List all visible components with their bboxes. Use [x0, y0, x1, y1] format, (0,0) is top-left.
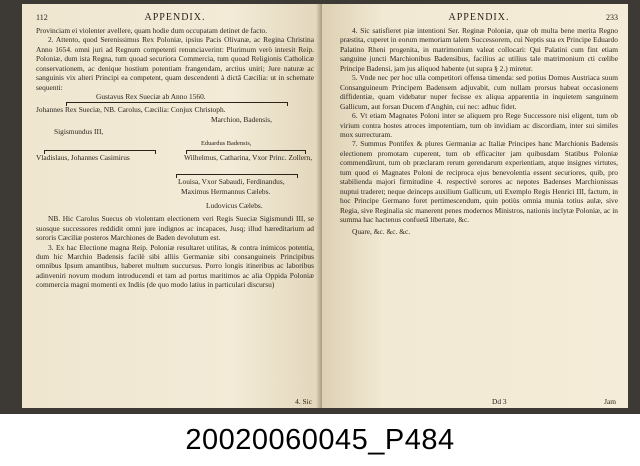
right-page-number: 233: [606, 13, 618, 22]
tree-gustavus: Gustavus Rex Sueciæ ab Anno 1560.: [96, 92, 206, 102]
right-closing: Quare, &c. &c. &c.: [352, 226, 411, 236]
right-page-header: [340, 12, 618, 26]
left-page-number: 112: [36, 13, 48, 22]
left-page: [22, 4, 322, 408]
tree-ludovicus: Ludovicus Cælebs.: [206, 201, 263, 211]
right-running-head: APPENDIX.: [448, 12, 510, 23]
left-running-head: APPENDIX.: [144, 12, 206, 23]
left-paragraph-1: Provinciam ei violenter avellere, quam hodie dum occupatam detinet de facto.: [36, 26, 268, 35]
tree-eduardus: Eduardus Badensis,: [201, 140, 252, 148]
image-caption: 20020060045_P484: [185, 424, 455, 456]
right-paragraph-2: 5. Vnde nec per hoc ulla competitori offensa timenda: sed potius Domus Austriaca suum Consanguineum Principem Badensem adjuvabit, cum nullam prorsus habeat occasionem diffidentiæ, quam videbatur nuper fecisse ex aliqua apparentia in inquietem sanguinem Gallicum, aut forsan Ducem d'Anghin, cui nec: adhuc fidet.: [340, 73, 618, 111]
tree-row3-left: Vladislaus, Johannes Casimirus: [36, 153, 130, 163]
tree-row3-right: Wilhelmus, Catharina, Vxor Princ. Zollern,: [184, 153, 313, 163]
genealogy-schema: [36, 92, 314, 252]
right-catchword: Jam: [604, 397, 616, 406]
left-paragraph-3: NB. Hic Carolus Suecus ob violentam electionem veri Regis Sueciæ Sigismundi III, se suosque successores reddidit omni jure indignos ac incapaces, Jusq; illud hæreditarium ad sororis Cæciliæ posteros Marchiones de Baden devolutum est.: [36, 214, 314, 243]
tree-sigismund: Sigismundus III,: [54, 127, 104, 137]
right-paragraph-4: 7. Summus Pontifex & plures Germaniæ ac Italiæ Principes hanc Marchionis Badensis electionem promotam cuperent, tum ob efficaciter jam quibusdam Statibus Poloniæ commendârunt, tum ob præclaram rerum gerendarum experientiam, atque insignes virtutes, tum quod ei Magnates Poloni de reciproca ejus benevolentia essent securiores, quib, pro stabilienda majori firmitudine 4. respectivè sorores ac nepotes Badenses Marchionissas nuptui traderet; neque deinceps auxilium Gallicum, uti Exemplo Regis Henrici III, factum, in hoc Principe Germano foret pertimescendum, quin potiùs omnia munia totius aulæ, sive Regia, sive Reginalia sic manerent penes modernos Ministros, nationis inclytæ Poloniæ, ac in summa hac hactenus confuetâ libertate, &c.: [340, 139, 618, 225]
tree-row1-right: Marchion, Badensis,: [211, 115, 272, 125]
left-page-header: [36, 12, 314, 26]
right-paragraph-1: 4. Sic satisfieret piæ intentioni Ser. Reginæ Poloniæ, quæ ob multa bene merita Regno præstita, cuperet in eorum memoriam talem Successorem, cui Neptis sua ex Principe Eduardo Palatino Rheni progenita, in matrimonium valeat collocari: Qui Palatini cum fint etiam sanguine juncti Marchionibus Badensibus, facilius ac utilius tale matrimonium cti cœlibe Principe Badensi, jam jus aliquod habente (ut supra § 2.) miretur.: [340, 26, 618, 73]
signature-mark: Dd 3: [492, 397, 507, 406]
left-paragraph-2: 2. Attento, quod Serenissimus Rex Poloniæ, ipsius Pacis Olivanæ, ac Regina Christina Anno 1654. omni juri ad Regnum competenti renunciaverint: Plurimum verò intersit Reip. Poloniæ, dum ista Regna, tum quoad securiora Commercia, tum quoad Religionis Catholicæ conservationem, ac denique hostium potentiam frangendam, arctius uniri; Jure naturæ ac sanguinis vix alteri Principi ea competent, quam descendenti à dictâ Cæcilia: ut in schemate sequenti:: [36, 35, 314, 92]
left-paragraph-4: 3. Ex hac Electione magna Reip. Poloniæ resultaret utilitas, & contra inimicos potentia, dum hic Marchio Badensis facilè sibi alliis Germaniæ sibi consanguineis Principibus omnibus Ipsum amantibus, haberet multum succursus. Porro longis itineribus ac laboribus adinveniri novum modum introducendi et tam ad portus maritimos ac alia Oppida Poloniæ commercia magni momenti ex Indiis (de quo modo latius in particulari discursu): [36, 242, 314, 290]
left-catchword: 4. Sic: [295, 397, 312, 406]
tree-maximus: Maximus Hermannus Cælebs.: [181, 187, 271, 197]
right-page: [322, 4, 628, 408]
tree-louisa: Louisa, Vxor Sabaudi, Ferdinandus,: [178, 177, 285, 187]
right-paragraph-3: 6. Vt etiam Magnates Poloni inter se aliquem pro Rege Successore nisi eligent, tum ob virium contra hostes atroces impotentiam, tum ob invidiam ac discordiam, inter sui similes mox surrecturam.: [340, 111, 618, 139]
tree-row1-left: Johannes Rex Sueciæ, NB. Carolus, Cæcilia: Conjux Christoph.: [36, 105, 226, 115]
